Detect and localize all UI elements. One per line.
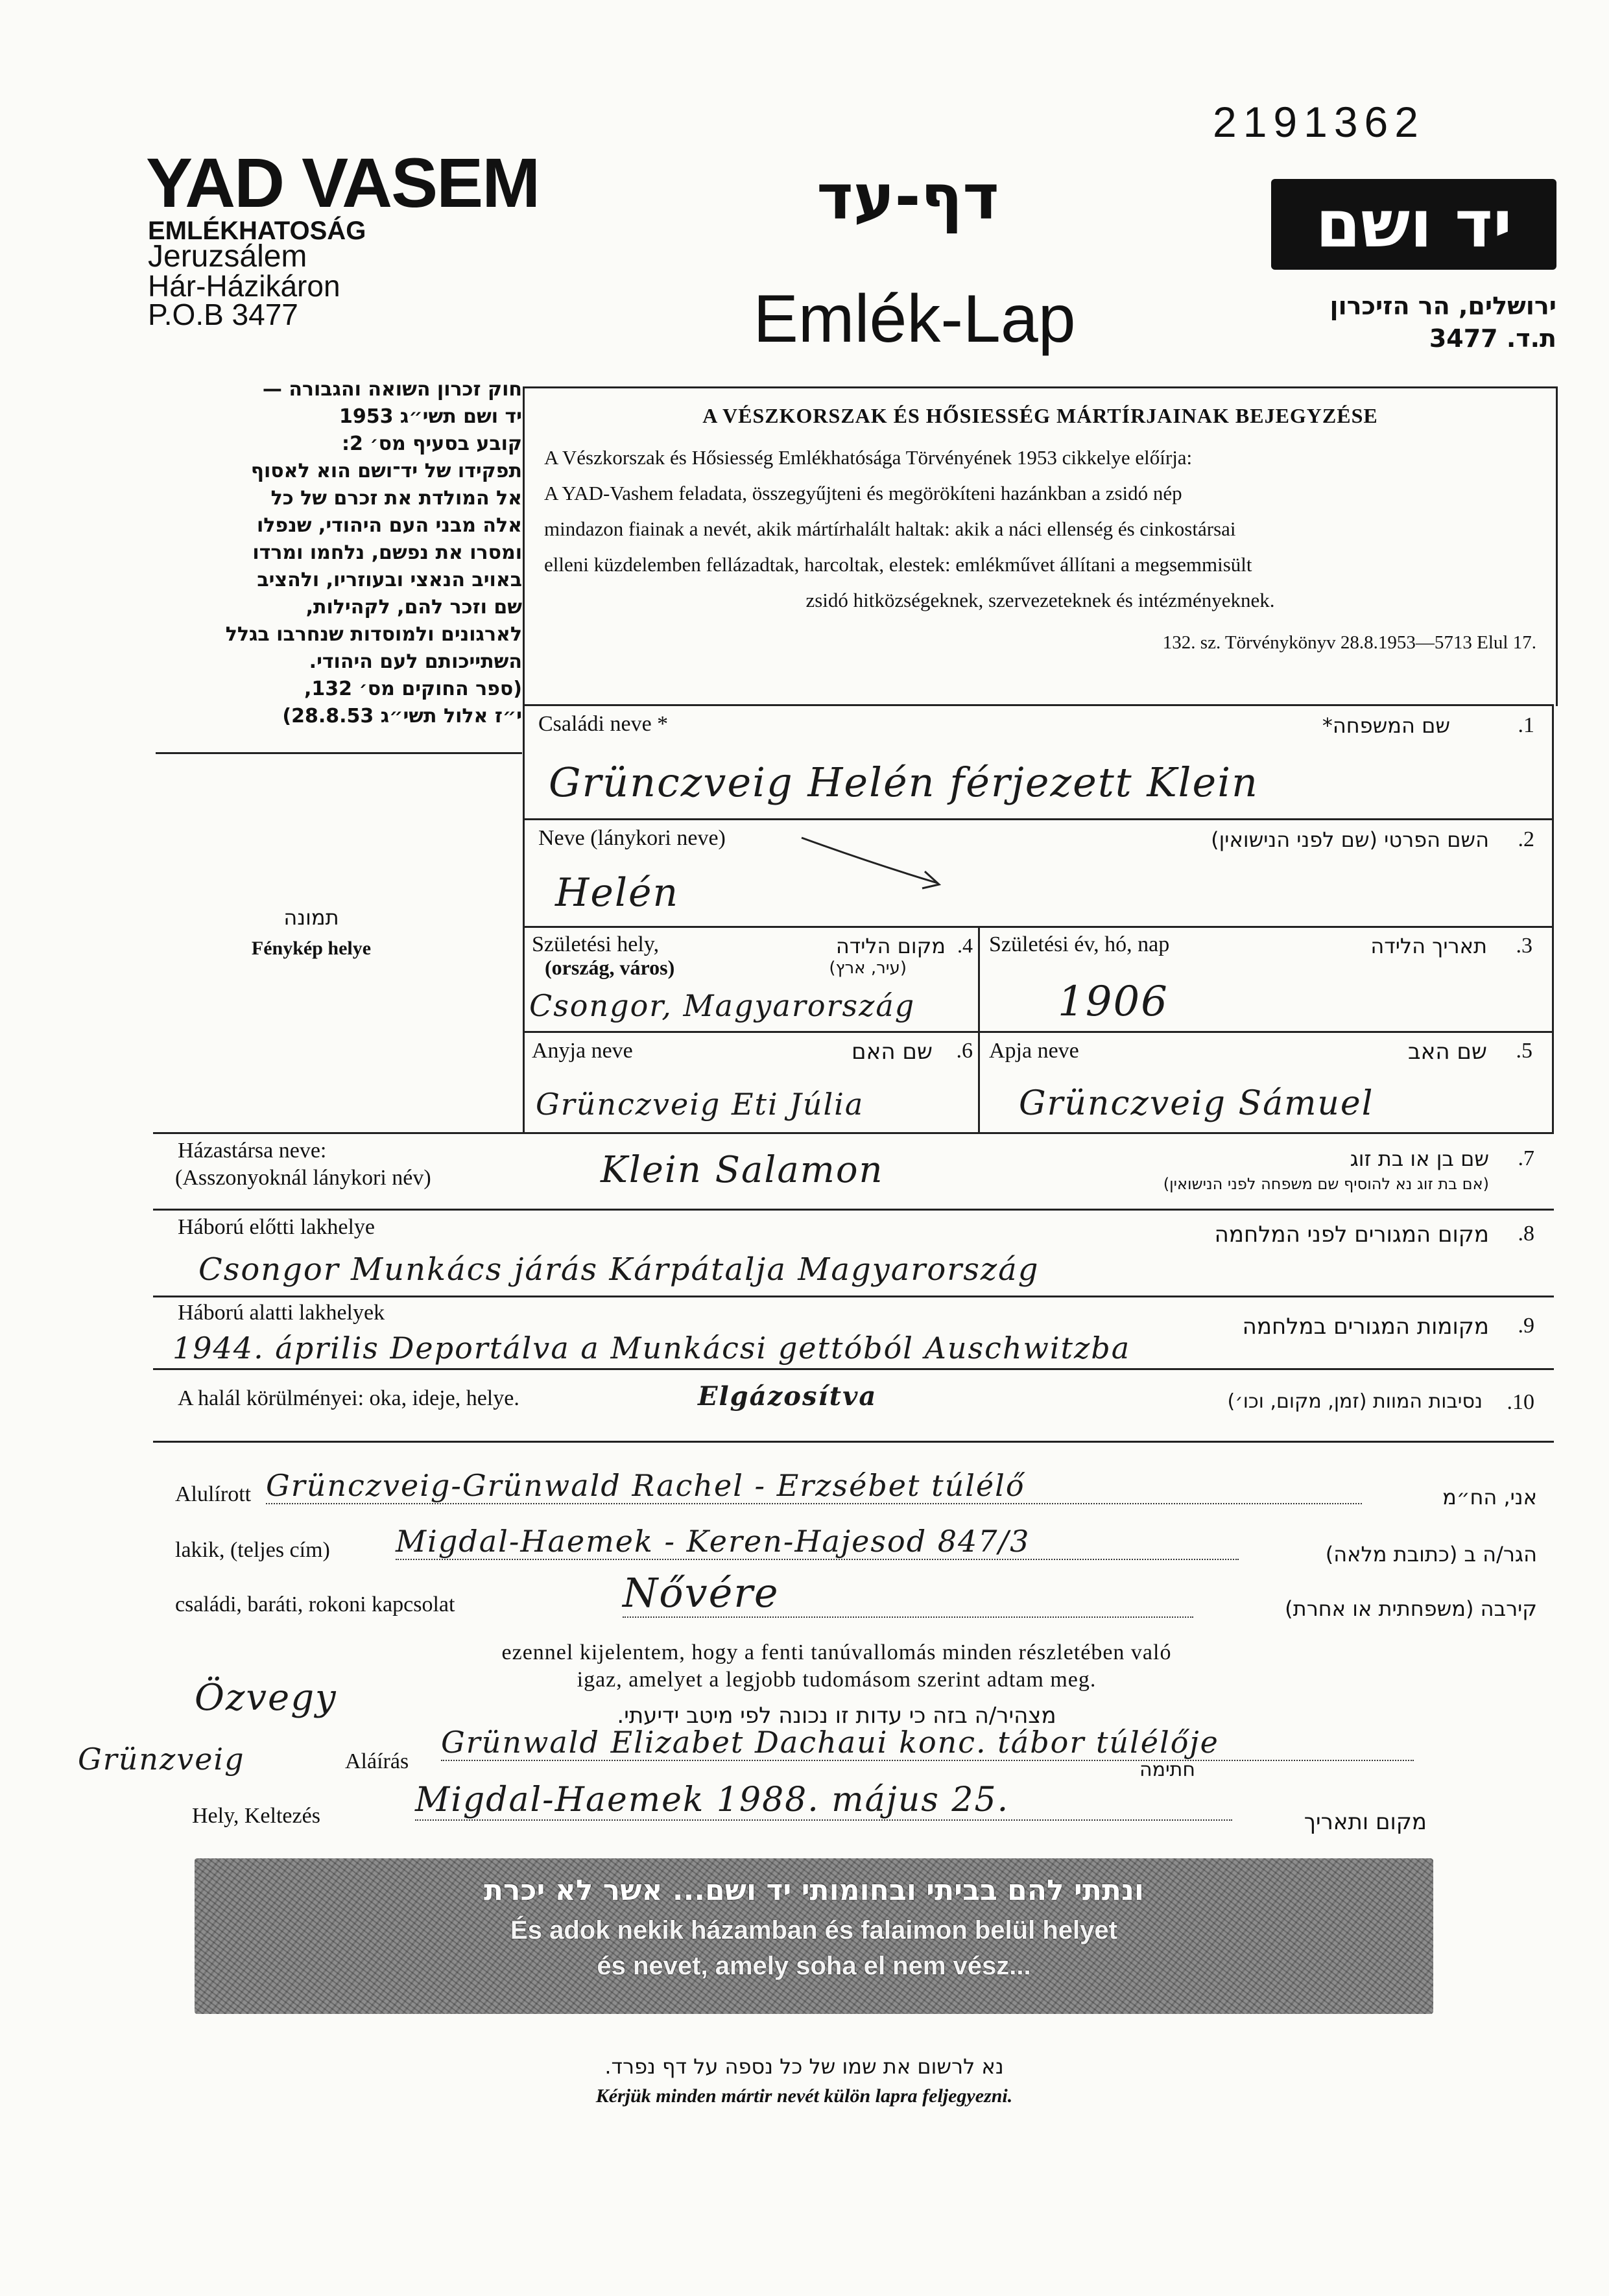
field-spouse bbox=[153, 1132, 1554, 1209]
document-number: 2191362 bbox=[1213, 98, 1425, 146]
law-box-bottom-rule bbox=[156, 752, 522, 754]
father-name-heb: שם האב bbox=[1407, 1039, 1487, 1065]
birth-place-heb: מקום הלידה bbox=[835, 934, 946, 958]
place-date-value[interactable]: Migdal-Haemek 1988. május 25. bbox=[415, 1781, 1232, 1821]
wartime-residence-heb: מקומות המגורים במלחמה bbox=[1242, 1314, 1489, 1340]
field-given-name bbox=[523, 818, 1554, 926]
intro-box bbox=[523, 386, 1558, 706]
mother-name-num: .6 bbox=[956, 1039, 973, 1063]
death-circumstances-heb: נסיבות המוות (זמן, מקום, וכו׳) bbox=[1227, 1390, 1483, 1413]
law-line: לארגונים ולמוסדות שנחרבו בגלל bbox=[225, 623, 522, 646]
mother-name-label: Anyja neve bbox=[532, 1039, 633, 1063]
law-line: תפקידו של יד־ושם הוא לאסוף bbox=[250, 460, 522, 482]
birth-date-num: .3 bbox=[1516, 934, 1532, 958]
father-name-value[interactable]: Grünczveig Sámuel bbox=[1019, 1084, 1374, 1123]
law-reference: 132. sz. Törvénykönyv 28.8.1953—5713 Elul 17. bbox=[1162, 632, 1536, 653]
given-name-label: Neve (lánykori neve) bbox=[538, 826, 726, 850]
field-prewar-residence bbox=[153, 1209, 1554, 1296]
spouse-label2: (Asszonyoknál lánykori név) bbox=[175, 1166, 431, 1190]
birth-place-heb2: (עיר, ארץ) bbox=[829, 958, 907, 978]
arrow-mark bbox=[795, 831, 951, 896]
field-wartime-residence bbox=[153, 1296, 1554, 1368]
relation-label: családi, baráti, rokoni kapcsolat bbox=[175, 1592, 455, 1616]
field-father-name bbox=[980, 1031, 1552, 1132]
intro-line: zsidó hitközségeknek, szervezeteknek és intézményeknek. bbox=[805, 589, 1275, 611]
mother-name-heb: שם האם bbox=[852, 1039, 933, 1065]
law-line: אלה מבני העם היהודי, שנפלו bbox=[256, 514, 522, 537]
relation-heb: קירבה (משפחתית או אחרת) bbox=[1285, 1596, 1537, 1621]
declarant-name-label: Alulírott bbox=[175, 1482, 252, 1506]
birth-place-num: .4 bbox=[957, 934, 973, 957]
prewar-residence-label: Háború előtti lakhelye bbox=[178, 1215, 375, 1239]
declarant-name-heb: אני, הח״מ bbox=[1442, 1485, 1537, 1509]
father-name-label: Apja neve bbox=[989, 1039, 1079, 1063]
intro-line: elleni küzdelemben fellázadtak, harcoltak, elestek: emlékművet állítani a megsemmisült bbox=[544, 553, 1252, 576]
hebrew-pob: ת.ד. 3477 bbox=[1429, 324, 1556, 353]
family-name-value[interactable]: Grünczveig Helén férjezett Klein bbox=[549, 759, 1259, 806]
hebrew-title: דף-עד bbox=[816, 161, 999, 233]
prewar-residence-value[interactable]: Csongor Munkács járás Kárpátalja Magyarország bbox=[198, 1251, 1040, 1288]
mother-name-value[interactable]: Grünczveig Eti Júlia bbox=[536, 1087, 864, 1122]
given-name-num: .2 bbox=[1518, 827, 1534, 851]
law-line: חוק זכרון השואה והגבורה — bbox=[262, 378, 522, 401]
declaration-line1: ezennel kijelentem, hogy a fenti tanúvallomás minden részletében való bbox=[501, 1640, 1172, 1664]
margin-note-widow: Özvegy bbox=[195, 1677, 337, 1719]
given-name-heb: השם הפרטי (שם לפני הנישואין) bbox=[1211, 827, 1489, 852]
spouse-heb2: (אם בת זוג נא להוסיף שם משפחה לפני הנישואין) bbox=[1163, 1175, 1489, 1193]
wartime-residence-num: .9 bbox=[1518, 1314, 1534, 1338]
rule-9 bbox=[153, 1441, 1554, 1443]
death-circumstances-num: .10 bbox=[1507, 1390, 1534, 1414]
hebrew-address: ירושלים, הר הזיכרון bbox=[1329, 292, 1556, 320]
law-line: קובע בסעיף מס׳ 2: bbox=[341, 432, 522, 455]
wartime-residence-value[interactable]: 1944. április Deportálva a Munkácsi gettóból Auschwitzba bbox=[173, 1331, 1131, 1366]
org-name: YAD VASEM bbox=[146, 143, 540, 222]
signature-label: Aláírás bbox=[345, 1749, 409, 1773]
footer-hu: Kérjük minden mártir nevét külön lapra feljegyezni. bbox=[595, 2085, 1013, 2107]
signature-heb: חתימה bbox=[1139, 1758, 1195, 1781]
declaration-heb: מצהיר/ה בזה כי עדות זו נכונה לפי מיטב ידיעתי. bbox=[617, 1703, 1056, 1729]
relation-value[interactable]: Nővére bbox=[623, 1569, 1193, 1618]
declarant-address-label: lakik, (teljes cím) bbox=[175, 1538, 330, 1562]
field-mother-name bbox=[523, 1031, 978, 1132]
death-circumstances-value[interactable]: Elgázosítva bbox=[698, 1381, 877, 1412]
family-name-num: .1 bbox=[1518, 713, 1534, 737]
birth-place-label: Születési hely, bbox=[532, 932, 660, 956]
org-place: Hár-Házikáron bbox=[148, 269, 340, 303]
law-box bbox=[156, 376, 522, 752]
intro-text bbox=[544, 440, 1536, 618]
law-text bbox=[156, 376, 522, 730]
spouse-label: Házastársa neve: bbox=[178, 1139, 327, 1163]
law-line: אל המולדת את זכרם של כל bbox=[270, 487, 522, 510]
spouse-value[interactable]: Klein Salamon bbox=[601, 1149, 884, 1191]
place-date-heb: מקום ותאריך bbox=[1304, 1809, 1427, 1835]
birth-date-label: Születési év, hó, nap bbox=[989, 932, 1170, 956]
yad-vashem-logo bbox=[1271, 179, 1556, 270]
form-title: Emlék-Lap bbox=[753, 281, 1076, 357]
birth-date-value[interactable]: 1906 bbox=[1058, 978, 1169, 1026]
declarant-address-value[interactable]: Migdal-Haemek - Keren-Hajesod 847/3 bbox=[396, 1524, 1239, 1560]
law-line: (ספר החוקים מס׳ 132, bbox=[304, 678, 522, 700]
death-circumstances-label: A halál körülményei: oka, ideje, helye. bbox=[178, 1386, 519, 1410]
given-name-value[interactable]: Helén bbox=[555, 870, 680, 916]
banner-line1: És adok nekik házamban és falaimon belül helyet bbox=[510, 1916, 1117, 1945]
org-city: Jeruzsálem bbox=[148, 239, 307, 274]
quote-banner bbox=[195, 1858, 1433, 2014]
law-line: השתייכותם לעם היהודי. bbox=[309, 650, 522, 673]
photo-heb: תמונה bbox=[283, 905, 339, 930]
spouse-num: .7 bbox=[1518, 1146, 1534, 1170]
declarant-name-value[interactable]: Grünczveig-Grünwald Rachel - Erzsébet túlélő bbox=[266, 1468, 1362, 1504]
footer-heb: נא לרשום את שמו של כל נספה על דף נפרד. bbox=[604, 2054, 1004, 2079]
birth-date-heb: תאריך הלידה bbox=[1370, 934, 1487, 958]
margin-note-name: Grünzveig bbox=[78, 1742, 245, 1777]
place-date-label: Hely, Keltezés bbox=[192, 1804, 320, 1828]
logo-text: יד ושם bbox=[1315, 186, 1512, 262]
declaration-line2: igaz, amelyet a legjobb tudomásom szerint adtam meg. bbox=[577, 1668, 1097, 1692]
signature-value[interactable]: Grünwald Elizabet Dachaui konc. tábor túlélője bbox=[441, 1725, 1414, 1761]
field-birth-place bbox=[523, 926, 978, 1031]
org-subtitle: EMLÉKHATOSÁG bbox=[148, 217, 366, 245]
intro-line: mindazon fiainak a nevét, akik mártírhalált haltak: akik a náci ellenség és cinkostársai bbox=[544, 517, 1236, 540]
wartime-residence-label: Háború alatti lakhelyek bbox=[178, 1301, 385, 1325]
family-name-label: Családi neve * bbox=[538, 712, 669, 736]
law-line: שם וזכר להם, לקהילות, bbox=[305, 596, 522, 619]
declarant-address-heb: הגר/ה ב (כתובת מלאה) bbox=[1325, 1542, 1537, 1567]
intro-line: A YAD-Vashem feladata, összegyűjteni és megörökíteni hazánkban a zsidó nép bbox=[544, 482, 1182, 504]
intro-heading: A VÉSZKORSZAK ÉS HŐSIESSÉG MÁRTÍRJAINAK BEJEGYZÉSE bbox=[702, 404, 1378, 427]
banner-line2: és nevet, amely soha el nem vész... bbox=[597, 1952, 1031, 1980]
org-pob: P.O.B 3477 bbox=[148, 298, 298, 331]
law-line: י״ז אלול תשי״ג 28.8.53) bbox=[282, 705, 522, 728]
law-line: באויב הנאצי ובעוזריו, ולהציב bbox=[257, 569, 522, 591]
photo-label: Fénykép helye bbox=[251, 938, 372, 959]
spouse-heb: שם בן או בת זוג bbox=[1350, 1146, 1489, 1171]
law-line: ומסרו את נפשם, נלחמו ומרדו bbox=[252, 541, 522, 564]
prewar-residence-heb: מקום המגורים לפני המלחמה bbox=[1214, 1222, 1489, 1248]
father-name-num: .5 bbox=[1516, 1039, 1532, 1063]
prewar-residence-num: .8 bbox=[1518, 1222, 1534, 1246]
intro-line: A Vészkorszak és Hősiesség Emlékhatósága Törvényének 1953 cikkelye előírja: bbox=[544, 446, 1193, 469]
law-line: יד ושם תשי״ג 1953 bbox=[339, 405, 522, 428]
field-family-name bbox=[523, 704, 1554, 818]
birth-place-label2: (ország, város) bbox=[545, 956, 675, 979]
field-birth-date bbox=[980, 926, 1552, 1031]
banner-heb: ונתתי להם בביתי ובחומותי יד ושם... אשר לא יכרת bbox=[483, 1874, 1145, 1907]
field-death-circumstances bbox=[153, 1368, 1554, 1441]
birth-place-value[interactable]: Csongor, Magyarország bbox=[529, 988, 916, 1023]
family-name-heb: שם המשפחה* bbox=[1322, 713, 1450, 738]
